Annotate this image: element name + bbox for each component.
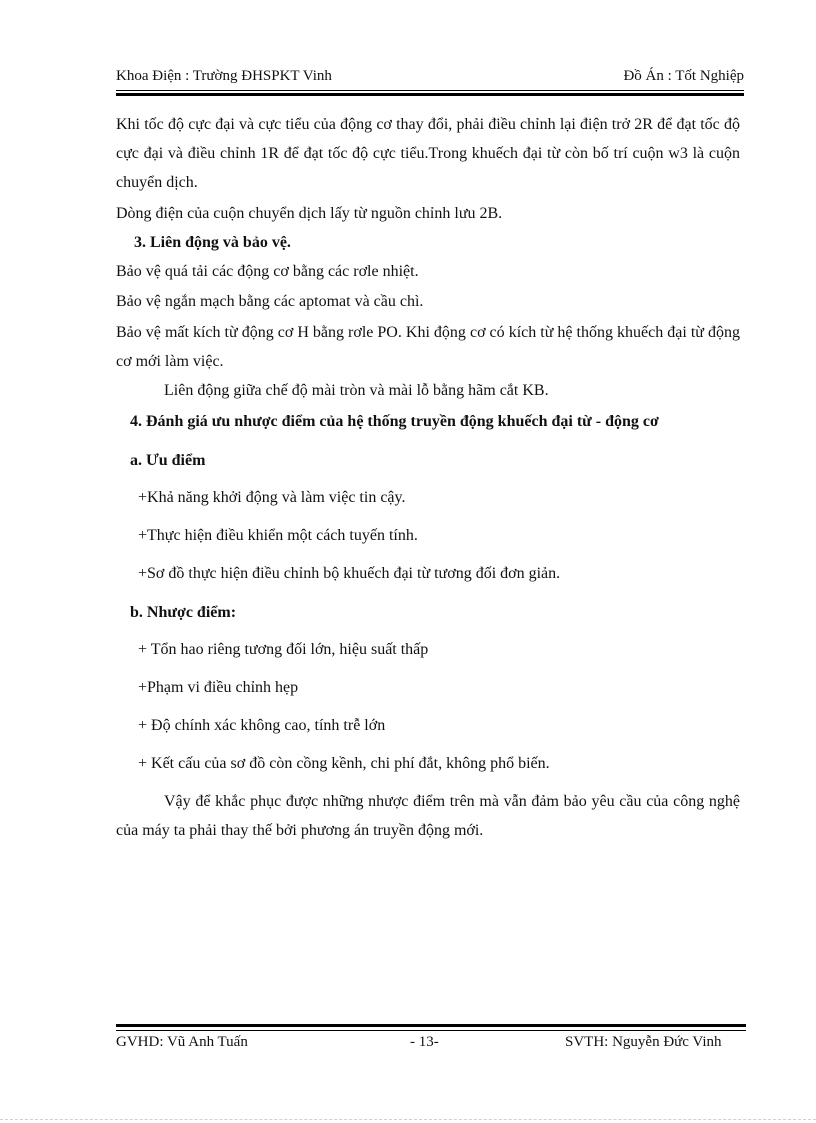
disadvantage-item-4: + Kết cấu của sơ đồ còn cồng kềnh, chi phí đắt, không phổ biến. (138, 755, 550, 772)
paragraph-conclusion: Vậy để khắc phục được những nhược điểm trên mà vẫn đảm bảo yêu cầu của công nghệ của máy ta phải thay thế bởi phương án truyền động mới. (116, 793, 740, 839)
paragraph-excitation-protection: Bảo vệ mất kích từ động cơ H bằng rơle PO. Khi động cơ có kích từ hệ thống khuếch đại từ động cơ mới làm việc. (116, 324, 740, 370)
footer-supervisor: GVHD: Vũ Anh Tuấn (116, 1034, 248, 1050)
line-current: Dòng điện của cuộn chuyển dịch lấy từ nguồn chỉnh lưu 2B. (116, 205, 503, 222)
page-edge-divider (0, 1119, 816, 1120)
header-left: Khoa Điện : Trường ĐHSPKT Vinh (116, 68, 332, 84)
line-interlock: Liên động giữa chế độ mài tròn và mài lỗ bằng hãm cắt KB. (164, 382, 549, 399)
disadvantage-item-1: + Tổn hao riêng tương đối lớn, hiệu suất thấp (138, 641, 429, 658)
header-rule (116, 90, 744, 91)
header-right: Đồ Án : Tốt Nghiệp (623, 68, 744, 84)
advantage-item-2: +Thực hiện điều khiển một cách tuyến tính. (138, 527, 418, 544)
disadvantage-item-3: + Độ chính xác không cao, tính trễ lớn (138, 717, 386, 734)
line-overload-protection: Bảo vệ quá tải các động cơ bằng các rơle nhiệt. (116, 263, 419, 280)
header-rule-thick (116, 93, 744, 96)
page-header (116, 68, 744, 85)
heading-advantages: a. Ưu điểm (130, 452, 206, 469)
advantage-item-1: +Khả năng khởi động và làm việc tin cậy. (138, 489, 406, 506)
footer-rule-thick (116, 1024, 746, 1027)
footer-rule (116, 1030, 746, 1031)
heading-section-4: 4. Đánh giá ưu nhược điểm của hệ thống truyền động khuếch đại từ - động cơ (130, 413, 659, 430)
heading-disadvantages: b. Nhược điểm: (130, 604, 237, 621)
disadvantage-item-2: +Phạm vi điều chỉnh hẹp (138, 679, 299, 696)
paragraph-speed: Khi tốc độ cực đại và cực tiểu của động cơ thay đổi, phải điều chỉnh lại điện trở 2R để đạt tốc độ cực đại và điều chỉnh 1R để đạt tốc độ cực tiểu.Trong khuếch đại từ còn bố trí cuộn w3 là cuộn chuyển dịch. (116, 116, 740, 191)
heading-section-3: 3. Liên động và bảo vệ. (134, 234, 291, 251)
line-shortcircuit-protection: Bảo vệ ngắn mạch bằng các aptomat và cầu chì. (116, 293, 424, 310)
footer-student: SVTH: Nguyễn Đức Vinh (565, 1034, 722, 1050)
page-number: - 13- (410, 1034, 439, 1050)
advantage-item-3: +Sơ đồ thực hiện điều chỉnh bộ khuếch đại từ tương đối đơn giản. (138, 565, 561, 582)
